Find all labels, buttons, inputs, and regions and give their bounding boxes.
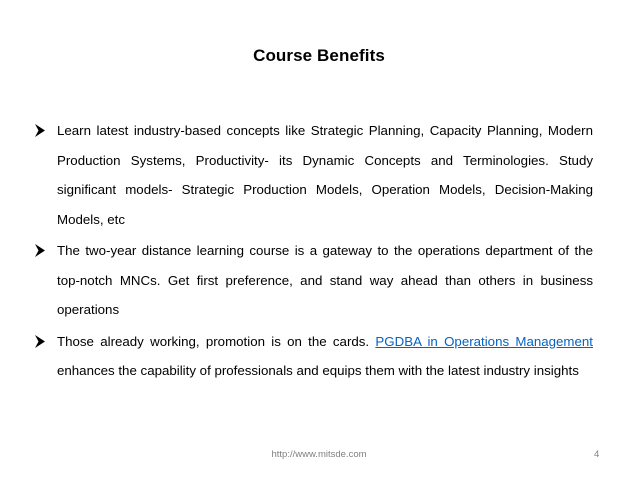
bullet-text-after: enhances the capability of professionals and equips them with the latest industry insights [57,363,579,378]
bullet-text-before: Those already working, promotion is on the cards. [57,333,376,349]
arrow-bullet-icon [32,236,48,265]
bullet-item [32,236,593,325]
bullet-item [32,116,593,234]
arrow-bullet-icon [32,116,48,145]
bullet-item [32,327,593,386]
bullet-list [32,116,593,388]
page-number: 4 [594,449,600,460]
pgdba-operations-link[interactable]: PGDBA in Operations Management [375,333,593,349]
arrow-bullet-icon [32,327,48,356]
bullet-text: The two-year distance learning course is a gateway to the operations department of the top-notch MNCs. Get first preference, and stand way ahead than others in business operations [57,243,593,317]
footer-url: http://www.mitsde.com [271,449,367,460]
bullet-text: Learn latest industry-based concepts like Strategic Planning, Capacity Planning, Modern Production Systems, Productivity- its Dynamic Concepts and Terminologies. Study significant models- Strategic Production Models, Operation Models, Decision-Making Models, etc [57,123,593,227]
slide-title: Course Benefits [253,46,385,65]
